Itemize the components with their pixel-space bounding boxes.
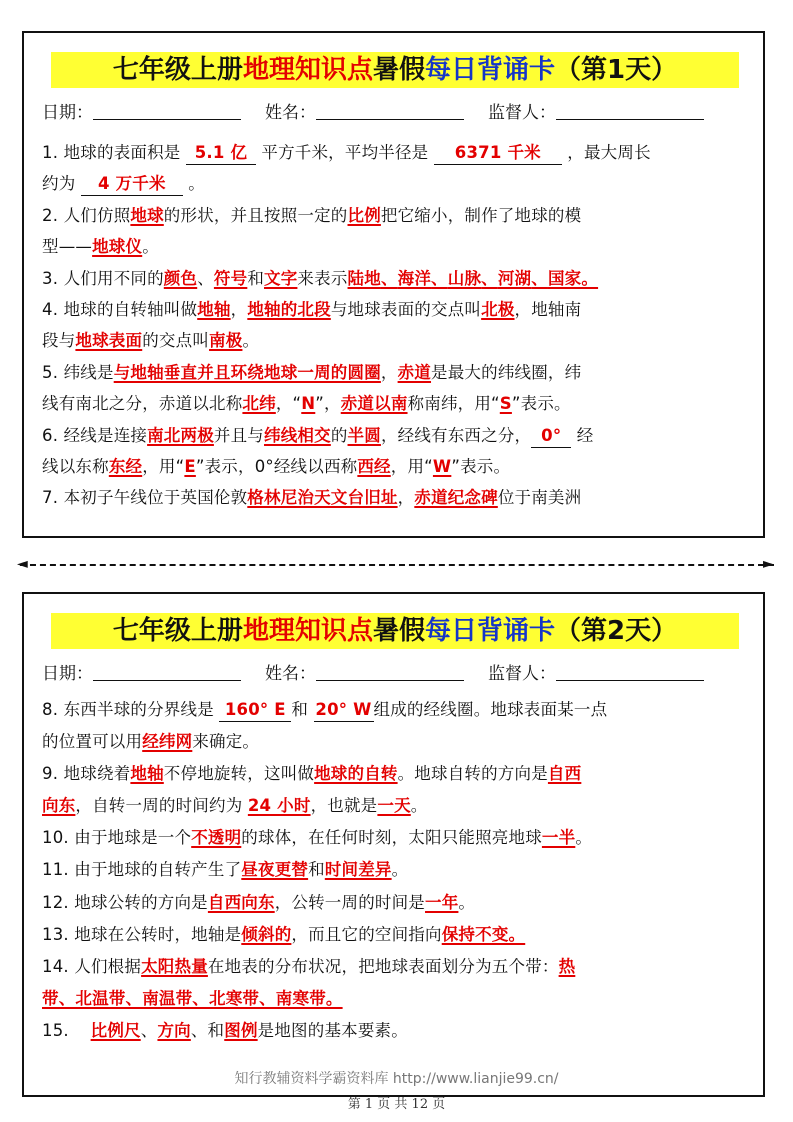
text-segment: 、 (140, 1020, 158, 1040)
text-segment: 并且与 (213, 425, 265, 445)
recitation-card-day-2 (22, 592, 765, 1097)
item-3 (42, 263, 754, 294)
text-segment: 13. 地球在公转时，地轴是 (42, 924, 242, 944)
answer-text: 南北两极 (147, 425, 214, 445)
text-segment: 4. 地球的自转轴叫做 (42, 299, 198, 319)
answer-text: 20° W (314, 699, 374, 722)
text-segment: 。 (142, 237, 159, 257)
text-segment: 约为 (42, 174, 81, 194)
text-segment: 。 (242, 331, 260, 351)
text-segment: 经 (571, 425, 594, 445)
text-segment: ，公转一周的时间是 (274, 892, 426, 912)
item-5-line-1 (42, 357, 754, 388)
text-segment: 。 (458, 892, 476, 912)
answer-text: 北极 (481, 299, 515, 319)
item-15 (42, 1015, 754, 1047)
text-segment: 的 (330, 425, 348, 445)
answer-text: 纬线相交 (264, 425, 331, 445)
text-segment: 14. 人们根据 (42, 956, 142, 976)
text-segment: ，用“ (142, 456, 185, 476)
item-8-line-1 (42, 694, 754, 726)
card-body (42, 694, 754, 1047)
name-label: 姓名： (265, 103, 316, 123)
cut-line-divider (20, 564, 774, 568)
answer-text: 比例 (347, 205, 381, 225)
answer-text: 昼夜更替 (241, 860, 309, 880)
item-7 (42, 482, 754, 513)
text-segment: ，“ (275, 394, 302, 414)
item-10 (42, 822, 754, 854)
text-segment: 与地球表面的交点叫 (330, 299, 482, 319)
answer-text: 北纬 (242, 394, 276, 414)
text-segment: 、 (197, 268, 214, 288)
item-6-line-2 (42, 451, 754, 482)
text-segment: 10. 由于地球是一个 (42, 828, 192, 848)
item-14-line-2 (42, 983, 754, 1015)
text-segment: 平方千米，平均半径是 (255, 143, 434, 162)
text-segment: 位于南美洲 (497, 488, 582, 508)
item-1-line-1 (42, 137, 754, 168)
answer-text: 倾斜的 (241, 924, 292, 944)
text-segment: 1. 地球的表面积是 (42, 143, 186, 162)
date-line (93, 662, 241, 681)
text-segment: ”， (315, 394, 341, 414)
text-segment: ，也就是 (310, 796, 378, 816)
text-segment: 7. 本初子午线位于英国伦敦 (42, 488, 248, 508)
answer-text: 地轴 (130, 764, 164, 784)
text-segment: 和 (291, 700, 314, 719)
date-line (93, 101, 241, 120)
text-segment: 的交点叫 (142, 331, 210, 351)
recitation-card-day-1 (22, 31, 765, 538)
answer-text: 、 (431, 268, 448, 288)
text-segment: 8. 东西半球的分界线是 (42, 700, 220, 719)
text-segment: 线以东称 (42, 456, 109, 476)
text-segment: 是地图的基本要素。 (257, 1020, 408, 1040)
item-13 (42, 919, 754, 951)
answer-text: 与地轴垂直并且环绕地球一周的圆圈 (113, 362, 381, 382)
text-segment: 12. 地球公转的方向是 (42, 892, 208, 912)
text-segment: 。 (182, 174, 206, 194)
text-segment: 。地球自转的方向是 (397, 764, 548, 784)
text-segment: 的位置可以用 (42, 732, 143, 752)
item-2-line-2 (42, 231, 754, 262)
answer-text: 0° (531, 425, 571, 448)
text-segment: ”表示。 (451, 456, 511, 476)
answer-text: 赤道纪念碑 (414, 488, 498, 508)
answer-text: 南极 (209, 331, 243, 351)
answer-text: 地球仪 (92, 237, 143, 257)
answer-text: 保持不变。 (441, 924, 526, 944)
answer-text: 一天 (377, 796, 411, 816)
answer-text: 、 (380, 268, 398, 288)
text-segment: 的球体，在任何时刻，太阳只能照亮地球 (241, 828, 542, 848)
answer-text: 经纬网 (142, 732, 193, 752)
text-segment: 和 (308, 860, 325, 880)
answer-text: 方向 (157, 1020, 191, 1040)
item-4-line-2 (42, 325, 754, 356)
text-segment: ， (380, 362, 398, 382)
text-segment: 来表示 (297, 268, 348, 288)
answer-text: 陆地 (347, 268, 381, 288)
text-segment: ， (397, 488, 415, 508)
card-title: 七年级上册地理知识点暑假每日背诵卡（第1天） (51, 52, 739, 88)
text-segment: 组成的经线圈。地球表面某一点 (373, 700, 608, 719)
answer-text: 地球表面 (75, 331, 143, 351)
answer-text: 海洋 (397, 268, 432, 288)
answer-text: 自西 (547, 764, 582, 784)
item-9-line-1 (42, 758, 754, 790)
answer-text: 24 小时 (247, 796, 311, 816)
footer-watermark: 知行教辅资料学霸资料库 http://www.lianjie99.cn/ (234, 1071, 559, 1087)
item-14-line-1 (42, 951, 754, 983)
name-line (316, 101, 464, 120)
answer-text: 时间差异 (324, 860, 392, 880)
text-segment: 的形状，并且按照一定的 (163, 205, 348, 225)
text-segment: ，最大周长 (561, 143, 651, 162)
item-2-line-1 (42, 200, 754, 231)
text-segment: 3. 人们用不同的 (42, 268, 164, 288)
answer-text: 160° E (219, 699, 291, 722)
arrow-left-icon: ◄ (17, 556, 28, 572)
answer-text: 带、北温带、南温带、北寒带、南寒带。 (42, 988, 343, 1008)
answer-text: 地轴 (197, 299, 231, 319)
answer-text: W (432, 456, 452, 476)
text-segment: 、和 (190, 1020, 225, 1040)
text-segment: 15. (42, 1020, 91, 1040)
item-8-line-2 (42, 726, 754, 758)
text-segment: ，用“ (390, 456, 433, 476)
text-segment: 。 (391, 860, 409, 880)
card-body (42, 137, 754, 514)
answer-text: 热 (558, 956, 576, 976)
answer-text: 不透明 (191, 828, 242, 848)
text-segment: 型—— (42, 237, 93, 257)
arrow-right-icon: ► (763, 556, 774, 572)
text-segment: ”表示，0°经线以西称 (195, 456, 358, 476)
name-label: 姓名： (265, 664, 316, 684)
answer-text: 地球的自转 (314, 764, 398, 784)
text-segment: 来确定。 (192, 732, 260, 752)
answer-text: 赤道 (397, 362, 432, 382)
answer-text: N (301, 394, 316, 414)
text-segment: 。 (575, 828, 593, 848)
answer-text: 、 (481, 268, 498, 288)
answer-text: 一年 (425, 892, 459, 912)
text-segment: 段与 (42, 331, 76, 351)
text-segment: ”表示。 (511, 394, 571, 414)
answer-text: 图例 (224, 1020, 258, 1040)
answer-text: 6371 千米 (434, 142, 562, 165)
answer-text: S (499, 394, 512, 414)
text-segment: 11. 由于地球的自转产生了 (42, 860, 242, 880)
answer-text: 4 万千米 (81, 173, 183, 196)
supervisor-line (556, 101, 704, 120)
text-segment: 6. 经线是连接 (42, 425, 148, 445)
text-segment: 和 (247, 268, 265, 288)
answer-text: 颜色 (163, 268, 198, 288)
supervisor-line (556, 662, 704, 681)
item-4-line-1 (42, 294, 754, 325)
answer-text: 自西向东 (207, 892, 275, 912)
answer-text: 太阳热量 (141, 956, 208, 976)
answer-text: 河湖 (497, 268, 532, 288)
item-11 (42, 854, 754, 886)
item-6-line-1 (42, 420, 754, 451)
item-1-line-2 (42, 168, 754, 199)
meta-fields (42, 661, 752, 687)
item-9-line-2 (42, 790, 754, 822)
answer-text: 东经 (108, 456, 143, 476)
card-title: 七年级上册地理知识点暑假每日背诵卡（第2天） (51, 613, 739, 649)
date-label: 日期： (42, 664, 93, 684)
answer-text: 格林尼治天文台旧址 (247, 488, 398, 508)
answer-text: 西经 (357, 456, 391, 476)
answer-text: 、 (531, 268, 548, 288)
text-segment: 在地表的分布状况，把地球表面划分为五个带： (207, 956, 559, 976)
answer-text: 一半 (541, 828, 576, 848)
supervisor-label: 监督人： (488, 103, 556, 123)
answer-text: 地轴的北段 (247, 299, 331, 319)
text-segment: ，而且它的空间指向 (291, 924, 442, 944)
text-segment: 把它缩小，制作了地球的模 (380, 205, 582, 225)
text-segment: ，地轴南 (514, 299, 582, 319)
text-segment: 称南纬，用“ (407, 394, 500, 414)
answer-text: 半圆 (347, 425, 381, 445)
answer-text: 向东 (42, 796, 76, 816)
text-segment: 是最大的纬线圈，纬 (431, 362, 582, 382)
answer-text: 山脉 (447, 268, 482, 288)
item-5-line-2 (42, 388, 754, 419)
text-segment: 5. 纬线是 (42, 362, 114, 382)
text-segment: 9. 地球绕着 (42, 764, 131, 784)
text-segment: ，经线有东西之分， (380, 425, 532, 445)
text-segment: 2. 人们仿照 (42, 205, 131, 225)
answer-text: 地球 (130, 205, 164, 225)
text-segment: 不停地旋转，这叫做 (163, 764, 315, 784)
text-segment: 。 (410, 796, 428, 816)
name-line (316, 662, 464, 681)
supervisor-label: 监督人： (488, 664, 556, 684)
item-12 (42, 887, 754, 919)
answer-text: 赤道以南 (340, 394, 408, 414)
answer-text: 比例尺 (90, 1020, 141, 1040)
text-segment: ，自转一周的时间约为 (75, 796, 248, 816)
text-segment: ， (230, 299, 248, 319)
page-number: 第 1 页 共 12 页 (347, 1097, 446, 1112)
answer-text: E (184, 456, 196, 476)
meta-fields (42, 100, 752, 126)
answer-text: 国家。 (547, 268, 599, 288)
text-segment: 线有南北之分，赤道以北称 (42, 394, 243, 414)
answer-text: 文字 (264, 268, 298, 288)
date-label: 日期： (42, 103, 93, 123)
answer-text: 符号 (213, 268, 248, 288)
answer-text: 5.1 亿 (186, 142, 256, 165)
